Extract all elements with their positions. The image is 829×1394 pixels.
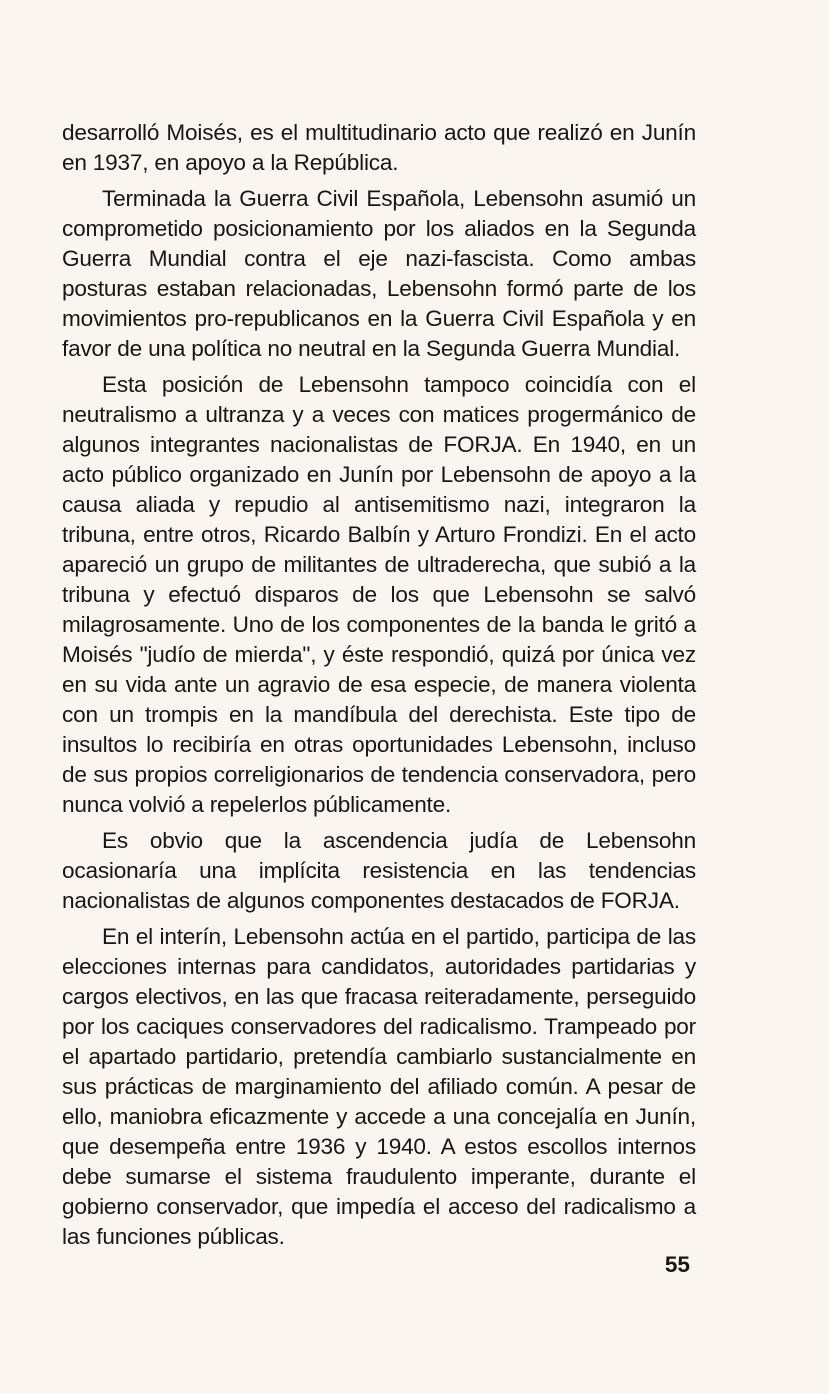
- page-number: 55: [664, 1252, 690, 1277]
- paragraph-4: Es obvio que la ascendencia judía de Lebensohn ocasionaría una implícita resistencia en las tendencias nacionalistas de algunos componentes destacados de FORJA.: [62, 828, 696, 913]
- paragraph-1: desarrolló Moisés, es el multitudinario acto que realizó en Junín en 1937, en apoyo a la República.: [62, 120, 696, 175]
- paragraph-2: Terminada la Guerra Civil Española, Lebensohn asumió un comprometido posicionamiento por los aliados en la Segunda Guerra Mundial contra el eje nazi-fascista. Como ambas posturas estaban relacionadas, Lebensohn formó parte de los movimientos pro-republicanos en la Guerra Civil Española y en favor de una política no neutral en la Segunda Guerra Mundial.: [62, 186, 696, 361]
- paragraph-5: En el interín, Lebensohn actúa en el partido, participa de las elecciones internas para candidatos, autoridades partidarias y cargos electivos, en las que fracasa reiteradamente, perseguido por los caciques conservadores del radicalismo. Trampeado por el apartado partidario, pretendía cambiarlo sustancialmente en sus prácticas de marginamiento del afiliado común. A pesar de ello, maniobra eficazmente y accede a una concejalía en Junín, que desempeña entre 1936 y 1940. A estos escollos internos debe sumarse el sistema fraudulento imperante, durante el gobierno conservador, que impedía el acceso del radicalismo a las funciones públicas.: [62, 924, 696, 1249]
- paragraph-3: Esta posición de Lebensohn tampoco coincidía con el neutralismo a ultranza y a veces con matices progermánico de algunos integrantes nacionalistas de FORJA. En 1940, en un acto público organizado en Junín por Lebensohn de apoyo a la causa aliada y repudio al antisemitismo nazi, integraron la tribuna, entre otros, Ricardo Balbín y Arturo Frondizi. En el acto apareció un grupo de militantes de ultraderecha, que subió a la tribuna y efectuó disparos de los que Lebensohn se salvó milagrosamente. Uno de los componentes de la banda le gritó a Moisés "judío de mierda", y éste respondió, quizá por única vez en su vida ante un agravio de esa especie, de manera violenta con un trompis en la mandíbula del derechista. Este tipo de insultos lo recibiría en otras oportunidades Lebensohn, incluso de sus propios correligionarios de tendencia conservadora, pero nunca volvió a repelerlos públicamente.: [62, 372, 696, 817]
- body-text: [62, 118, 696, 1252]
